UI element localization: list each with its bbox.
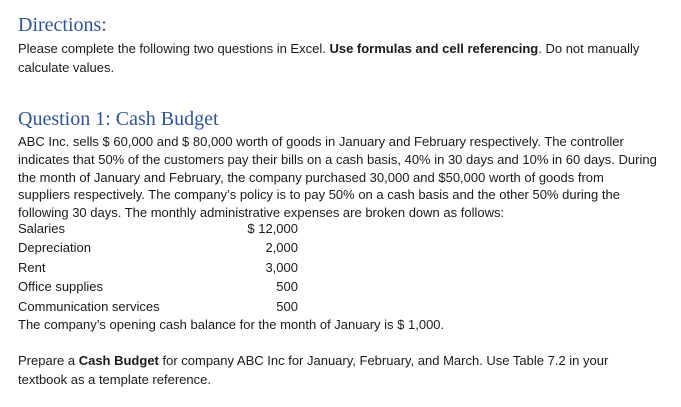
prepare-instruction (18, 351, 658, 389)
expenses-table (18, 219, 298, 316)
expense-amount: 3,000 (265, 259, 298, 275)
expense-label: Office supplies (18, 279, 104, 295)
directions-paragraph (18, 39, 658, 77)
prepare-text-2: for company ABC Inc for January, February, and March. Use Table 7.2 in your textbook as a template reference. (18, 353, 609, 387)
opening-balance-text: The company’s opening cash balance for the month of January is $ 1,000. (18, 317, 445, 332)
expense-amount: 500 (276, 279, 298, 295)
question-1-heading: Question 1: Cash Budget (18, 108, 219, 130)
directions-emphasis: Use formulas and cell referencing (329, 41, 539, 56)
expense-label: Communication services (18, 298, 160, 314)
directions-heading: Directions: (18, 14, 107, 36)
expense-label: Salaries (18, 221, 65, 236)
expense-row (18, 238, 298, 257)
expense-amount: $ 12,000 (247, 221, 298, 236)
question-1-description: ABC Inc. sells $ 60,000 and $ 80,000 worth of goods in January and February respectively. The controller indicates that 50% of the customers pay their bills on a cash basis, 40% in 30 days and 10% in 60 days. During the month of January and February, the company purchased 30,000 and $50,000 worth of goods from suppliers respectively. The company’s policy is to pay 50% on a cash basis and the other 50% during the following 30 days. The monthly administrative expenses are broken down as follows: (18, 134, 657, 221)
expense-row (18, 258, 298, 277)
expense-row (18, 277, 298, 296)
expense-amount: 500 (276, 298, 298, 314)
expense-label: Depreciation (18, 240, 91, 256)
expense-label: Rent (18, 259, 46, 275)
expense-row (18, 297, 298, 316)
prepare-emphasis: Cash Budget (78, 353, 159, 368)
expense-row (18, 219, 298, 238)
directions-text-2: . Do not manually calculate values. (18, 41, 640, 75)
directions-text-1: Please complete the following two questions in Excel. (18, 41, 330, 56)
expense-amount: 2,000 (265, 240, 298, 256)
prepare-text-1: Prepare a (18, 353, 79, 368)
